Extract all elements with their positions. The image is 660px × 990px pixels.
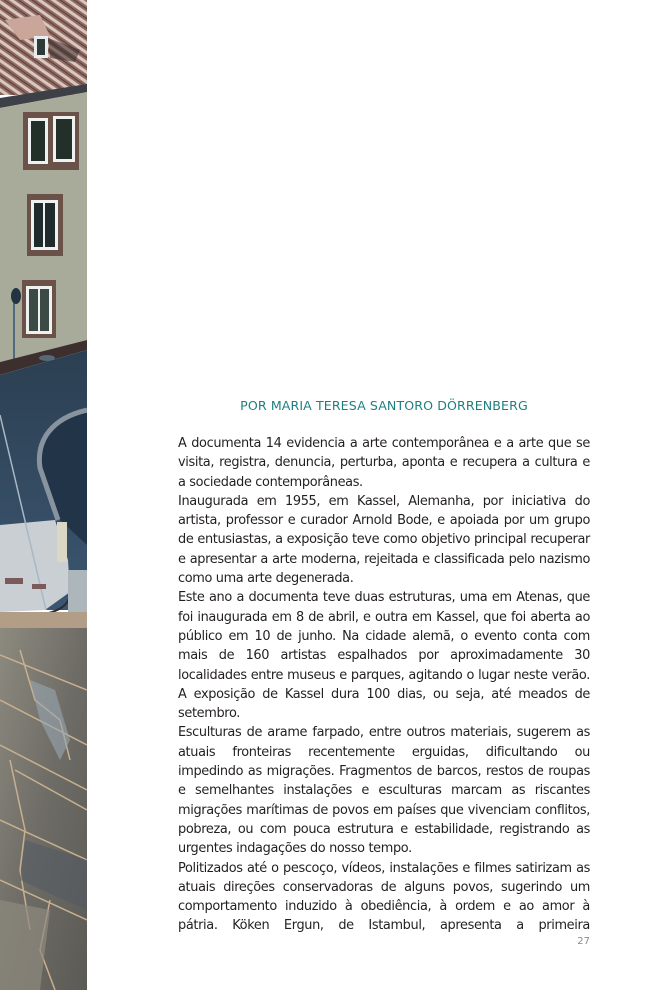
article-photo — [0, 0, 87, 990]
article-paragraph: A documenta 14 evidencia a arte contemporânea e a arte que se visita, registra, denuncia, perturba, aponta e recupera a cultura e a sociedade contemporâneas. — [178, 436, 590, 490]
author-byline: POR MARIA TERESA SANTORO DÖRRENBERG — [240, 398, 528, 413]
article-body — [178, 434, 590, 936]
article-paragraph: Este ano a documenta teve duas estruturas, uma em Atenas, que foi inaugurada em 8 de abril, e outra em Kassel, que foi aberta ao público em 10 de junho. Na cidade alemã, o evento conta com mais de 160 artistas espalhados por aproximadamente 30 localidades entre museus e parques, agitando o lugar neste verão. A exposição de Kassel dura 100 dias, ou seja, até meados de setembro. — [178, 590, 590, 722]
article-paragraph: Esculturas de arame farpado, entre outros materiais, sugerem as atuais fronteiras recentemente erguidas, dificultando ou impedindo as migrações. Fragmentos de barcos, restos de roupas e semelhantes instalações e esculturas marcam as riscantes migrações marítimas de povos em países que vivenciam conflitos, pobreza, ou com pouca estrutura e estabilidade, registrando as urgentes indagações do nosso tempo. — [178, 725, 590, 857]
article-paragraph: Politizados até o pescoço, vídeos, instalações e filmes satirizam as atuais direções conservadoras de alguns povos, sugerindo um comportamento induzido à obediência, à ordem e ao amor à pátria. Köken Ergun, de Istambul, apresenta a primeira — [178, 860, 590, 934]
article-paragraph: Inaugurada em 1955, em Kassel, Alemanha, por iniciativa do artista, professor e curador Arnold Bode, e apoiada por um grupo de entusiastas, a exposição teve como objetivo principal recuperar e apresentar a arte moderna, rejeitada e classificada pelo nazismo como uma arte degenerada. — [178, 493, 590, 587]
page-number: 27 — [577, 936, 590, 947]
